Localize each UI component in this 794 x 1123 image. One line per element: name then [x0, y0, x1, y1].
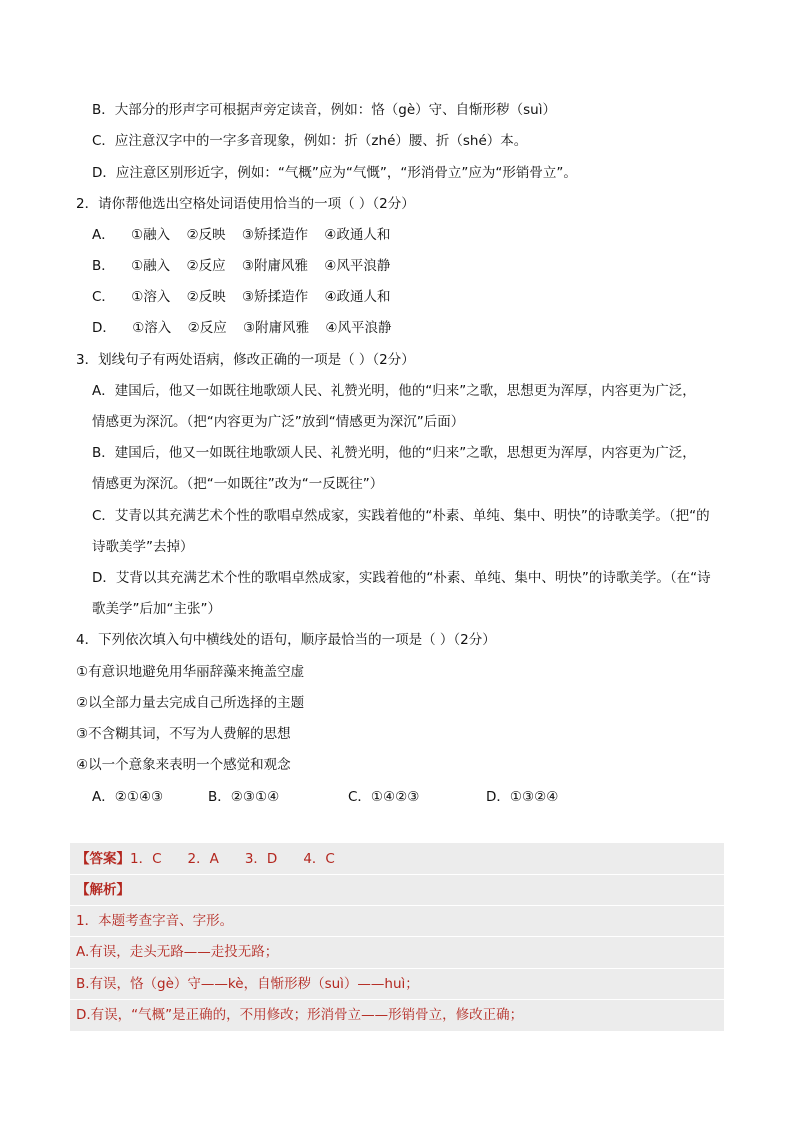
q3-option-a-line1: A．建国后，他又一如既往地歌颂人民、礼赞光明，他的“归来”之歌，思想更为浑厚，内容更为广泛， [92, 383, 696, 399]
q2-option-d [92, 318, 404, 338]
q2-option-item: ①溶入 [132, 320, 172, 336]
divider [70, 999, 724, 1000]
divider [70, 874, 724, 875]
q2-option-item: ①融入 [131, 227, 171, 243]
answer-item: 2．A [187, 851, 219, 867]
q2-option-label: D． [92, 320, 116, 336]
q2-option-item: ③矫揉造作 [242, 289, 309, 305]
q2-option-c [92, 287, 403, 307]
q2-option-item: ④政通人和 [324, 289, 391, 305]
q1-option-d: D．应注意区别形近字，例如：“气概”应为“气慨”，“形消骨立”应为“形销骨立”。 [92, 165, 577, 181]
q2-option-item: ③附庸风雅 [241, 258, 308, 274]
q4-statement-2: ②以全部力量去完成自己所选择的主题 [76, 695, 305, 711]
q4-option-c: C．①④②③ [348, 789, 420, 805]
analysis-line-2: A.有误，走头无路——走投无路； [76, 944, 279, 960]
q2-option-item: ①溶入 [131, 289, 171, 305]
divider [70, 936, 724, 937]
q2-option-item: ②反映 [186, 289, 226, 305]
answer-item: 4．C [303, 851, 335, 867]
divider [70, 905, 724, 906]
q3-option-b-line2: 情感更为深沉。（把“一如既往”改为“一反既往”） [92, 476, 384, 492]
q2-option-item: ③矫揉造作 [241, 227, 308, 243]
analysis-line-1: 1．本题考查字音、字形。 [76, 913, 234, 929]
q2-option-item: ④政通人和 [324, 227, 391, 243]
q4-statement-3: ③不含糊其词，不写为人费解的思想 [76, 726, 291, 742]
q2-option-label: B． [92, 258, 115, 274]
analysis-line-3: B.有误，恪（gè）守——kè，自惭形秽（suì）——huì； [76, 976, 419, 992]
q1-option-b: B．大部分的形声字可根据声旁定读音，例如：恪（gè）守、自惭形秽（suì） [92, 102, 556, 118]
answer-key [76, 849, 361, 869]
q2-option-a [92, 225, 402, 245]
q2-option-item: ②反映 [186, 227, 226, 243]
q3-option-c-line2: 诗歌美学”去掉） [92, 539, 194, 555]
q2-option-label: A． [92, 227, 115, 243]
q3-option-d-line1: D．艾背以其充满艺术个性的歌唱卓然成家，实践着他的“朴素、单纯、集中、明快”的诗歌美学。（在“诗 [92, 570, 711, 586]
q4-statement-1: ①有意识地避免用华丽辞藻来掩盖空虚 [76, 664, 305, 680]
q2-option-b [92, 256, 402, 276]
q3-option-b-line1: B．建国后，他又一如既往地歌颂人民、礼赞光明，他的“归来”之歌，思想更为浑厚，内容更为广泛， [92, 445, 696, 461]
answer-section [70, 843, 724, 1031]
analysis-label: 【解析】 [76, 882, 130, 898]
q4-statement-4: ④以一个意象来表明一个感觉和观念 [76, 757, 291, 773]
answer-item: 3．D [244, 851, 278, 867]
q4-stem: 4．下列依次填入句中横线处的语句，顺序最恰当的一项是（ ）（2分） [76, 632, 496, 648]
q3-option-d-line2: 歌美学”后加“主张”） [92, 601, 221, 617]
q1-option-c: C．应注意汉字中的一字多音现象，例如：折（zhé）腰、折（shé）本。 [92, 133, 528, 149]
q2-option-item: ④风平浪静 [325, 320, 392, 336]
q2-stem: 2．请你帮他选出空格处词语使用恰当的一项（ ）（2分） [76, 196, 415, 212]
q2-option-item: ③附庸风雅 [243, 320, 310, 336]
q2-option-item: ④风平浪静 [324, 258, 391, 274]
q3-option-c-line1: C．艾青以其充满艺术个性的歌唱卓然成家，实践着他的“朴素、单纯、集中、明快”的诗歌美学。（把“的 [92, 508, 710, 524]
q3-option-a-line2: 情感更为深沉。（把“内容更为广泛”放到“情感更为深沉”后面） [92, 414, 465, 430]
q4-option-b: B．②③①④ [208, 789, 280, 805]
q4-option-d: D．①③②④ [486, 789, 559, 805]
q2-option-item: ②反应 [187, 320, 227, 336]
divider [70, 968, 724, 969]
q3-stem: 3．划线句子有两处语病，修改正确的一项是（ ）（2分） [76, 352, 415, 368]
q2-option-item: ②反应 [186, 258, 226, 274]
answer-label: 【答案】 [76, 851, 130, 867]
answer-item: 1．C [130, 851, 162, 867]
q2-option-item: ①融入 [131, 258, 171, 274]
q4-option-a: A．②①④③ [92, 789, 164, 805]
analysis-line-4: D.有误，“气概”是正确的，不用修改；形消骨立——形销骨立，修改正确； [76, 1007, 524, 1023]
q2-option-label: C． [92, 289, 115, 305]
